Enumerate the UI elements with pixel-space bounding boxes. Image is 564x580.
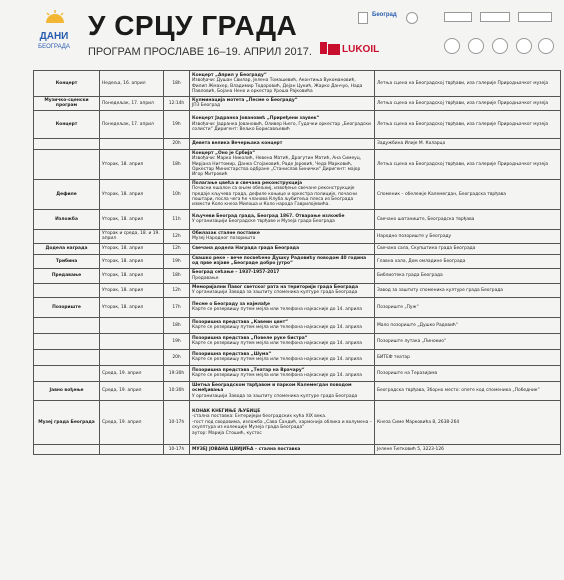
event-time: 10-17h [164,401,190,445]
event-detail: Карте се резервишу путем мејла или телефона најкасније до 14. априла [192,341,362,347]
event-time: 12h [164,229,190,243]
event-time: 12:14h [164,97,190,111]
table-row [34,179,561,209]
event-detail: У организацији Завода за заштиту споменика културе града Београда [192,290,358,296]
table-row [34,97,561,111]
page-title: У СРЦУ ГРАДА [88,10,298,41]
event-date: Недеља, 16. април [100,71,164,97]
table-row [34,229,561,243]
event-description [190,209,375,229]
event-date [100,138,164,149]
event-description [190,149,375,179]
event-time: 19:30h [164,365,190,381]
event-detail: Карте се резервишу путем мејла или телефона најкасније до 14. априла [192,373,362,379]
event-date [100,333,164,349]
event-date: Уторак, 18. април [100,149,164,179]
event-type: Додела награда [34,243,100,254]
event-description [190,243,375,254]
event-time: 19h [164,110,190,138]
event-type [34,283,100,297]
event-detail: Извођачи: Јадранка Јовановић, Оливер Њего, Гудачки оркестар „Београдски солисти“ Диригент: Вељко Борисављевић [192,121,371,133]
event-time: 18h [164,71,190,97]
event-detail: Почасни ешалон са оњем обељеиј, извођење свечане реконструкције предаје кључева града, дефиле коњице и оркестра полиције, почасни поштари, посла чега ће чланова Клуба љубитеља плеса из Београда извести Коло кнеза Милоша и Коло народа Гаврилојевића. [192,186,358,208]
event-location: Библиотека града Београда [375,268,561,283]
event-title: Београд сећање – 1937-1957-2017 [192,270,280,276]
event-description [190,97,375,111]
table-row [34,297,561,317]
event-location: Свечано шатаниште, Београдска тврђава [375,209,561,229]
event-title: Позоришна представа „Кавеин цвет“ [192,319,289,325]
event-description [190,297,375,317]
event-date: Уторак, 18. април [100,179,164,209]
event-title: Позоришна представа „Шума“ [192,351,272,357]
event-location: Свечана сала, Скупштина града Београда [375,243,561,254]
event-date: Уторак, 18. април [100,243,164,254]
table-row [34,333,561,349]
event-description [190,229,375,243]
event-title: Меморијални Павог светског рата на територији града Београда [192,284,359,290]
sponsor-logo-1 [358,12,368,24]
event-detail: Карте се резервишу путем мејла или телефона најкасније до 14. априла [192,307,362,313]
event-type: Музеј града Београда [34,401,100,445]
lukoil-mark-icon [328,44,340,55]
event-title: Позоришна представа „Театар на Врачару“ [192,367,305,373]
event-date: Понедељак, 17. април [100,110,164,138]
event-description [190,254,375,268]
event-detail: аутор: Маријa Стошић, кустос [192,430,262,436]
event-type [34,365,100,381]
event-type: Предавање [34,268,100,283]
event-type: Трибина [34,254,100,268]
event-time: 18h [164,268,190,283]
sponsor-logo-6 [320,42,327,54]
event-type: Музичко-сценски програм [34,97,100,111]
event-time: 18h [164,149,190,179]
event-description [190,283,375,297]
event-title: КОНАК КНЕГИЊЕ ЉУБИЦЕ [192,409,261,415]
event-location: Задужбина Илије М. Коларца [375,138,561,149]
event-type [34,149,100,179]
event-location: Завод за заштиту споменика културе града Београда [375,283,561,297]
event-detail: Извођачи: Марко Николић, Невена Матић, Драгутин Матић, Ана Симеуц, Мирјана Нигтомир, Данка Стојаковић, Раде Јоровић, Чеда Марковић, Оркестар Министарства одбране „Станислав Бинички“ Диригент: мајор Игор Митровић [192,156,362,178]
event-time: 17h [164,297,190,317]
event-detail: Предавање [192,275,219,281]
event-date: Среда, 19. април [100,365,164,381]
event-detail: -стална поставка: Ентеријери београдских кућа XIX века. [192,414,327,420]
event-title: Обилазак сталне поставке [192,230,260,236]
sponsor-logo-4 [480,12,510,22]
table-row [34,138,561,149]
event-title: Полагање цвећа и свечана реконструкција [192,180,303,186]
event-location: Мало позориште „Душко Радовић“ [375,317,561,333]
event-title: Кулминација мотета „Песме о Београду“ [192,98,298,103]
event-description [190,349,375,365]
event-location: Летња сцена на Београдској тврђави, иза галерије Природњачког музеја [375,110,561,138]
table-row [34,401,561,445]
event-description [190,333,375,349]
event-time: 19h [164,333,190,349]
dani-beograda-logo [34,8,74,60]
event-date: Уторак, 18. април [100,283,164,297]
event-date: Уторак, 18. април [100,254,164,268]
event-time: 10h [164,179,190,209]
event-description [190,401,375,445]
event-title: МУЗЕЈ ЈОВАНА ЦВИЈИЋА – стална поставка [192,446,301,452]
event-description [190,381,375,400]
event-type [34,317,100,333]
event-type: Изложба [34,209,100,229]
page-header [0,0,564,70]
program-table [33,70,561,455]
table-row [34,445,561,455]
event-detail: Извођачи: Душан Свилар, Јелена Томашевић, Аконтиња Вукомановић, Филип Жмахер, Владимир Тодоровић, Дејан Цукић, Жарко Данчуо, Нада Павловић, Бојана Нено и оркестар Уроша Рајковића [192,78,363,94]
event-location: Јелене Ћетковић 5, 3223-126 [375,445,561,455]
event-location: Летња сцена на Београдској тврђави, иза галерије Природњачког музеја [375,71,561,97]
sponsor-logo-2 [406,12,418,24]
event-description [190,138,375,149]
table-row [34,243,561,254]
event-location: Народно позориште у Београду [375,229,561,243]
table-row [34,110,561,138]
event-type [34,349,100,365]
event-location: Главна хала, Дом омладине Београда [375,254,561,268]
event-description [190,317,375,333]
logo-line-1: ДАНИ [39,31,69,42]
event-description [190,365,375,381]
event-description [190,268,375,283]
event-date: Среда, 19. април [100,401,164,445]
page-subtitle: ПРОГРАМ ПРОСЛАВЕ 16–19. АПРИЛ 2017. [88,46,312,58]
event-detail: Карте се резервишу путем мејла или телефона најкасније до 14. априла [192,325,362,331]
event-title: Позоришна представа „Повеле руке бистра“ [192,335,308,341]
event-detail: Карте се резервишу путем мејла или телефона најкасније до 14. априла [192,357,362,363]
event-time: 20h [164,349,190,365]
event-title: Концерт „Оно је Србија“ [192,150,256,156]
event-description [190,445,375,455]
event-detail: Музеј Народног позоришта [192,236,256,242]
event-title: Кључеви Београд града, Београд 1867. Отварање изложбе [192,213,345,219]
event-date [100,317,164,333]
event-location: Позориште „Пуж“ [375,297,561,317]
sponsor-logo-7 [444,38,460,54]
sun-icon [44,10,66,24]
event-time: 12h [164,283,190,297]
event-date: Понедељак, 17. април [100,97,164,111]
event-type [34,138,100,149]
sponsor-logos [318,8,558,62]
table-row [34,283,561,297]
event-detail: ЈПЗ Београд [192,103,221,109]
sponsor-lukoil: LUKOIL [342,44,380,55]
event-title: Шетња Београдском тврђавом и парком Калемегдан поводом осмеђивања [192,382,352,394]
event-location: Београдска тврђава, Зборно место: опете код споменика „Победник“ [375,381,561,400]
sponsor-beograd: Београд [372,12,397,18]
event-time: 10-17h [164,445,190,455]
event-time: 11h [164,209,190,229]
event-location: БИТЕФ театар [375,349,561,365]
event-location: Споменик – обележје Калемегдан, Београдска тврђава [375,179,561,209]
event-detail: У организацији Београдске тврђаве и Музеја града Београда [192,219,335,225]
table-row [34,209,561,229]
event-type: Позориште [34,297,100,317]
event-title: Песме о Београду за најмлађе [192,301,270,307]
event-date [100,349,164,365]
event-description [190,110,375,138]
event-time: 20h [164,138,190,149]
sponsor-logo-11 [538,38,554,54]
logo-line-2: БЕОГРАДА [38,44,70,50]
event-title: Свечана додела Награда града Београда [192,246,300,252]
event-time: 19h [164,254,190,268]
table-row [34,71,561,97]
table-row [34,317,561,333]
table-row [34,349,561,365]
event-time: 12h [164,243,190,254]
sponsor-logo-3 [444,12,472,22]
sponsor-logo-5 [518,12,552,22]
event-detail: -гост под сводовима, изложба „Сава Сандић, хармонија облика и волумена – скулптура из колекције Музеја града Београда“ [192,419,372,431]
event-date: Уторак, 18. април [100,268,164,283]
event-date: Уторак, 18. април [100,297,164,317]
event-title: Девета велика Вечерњака концерт [192,141,283,147]
table-row [34,268,561,283]
event-type [34,445,100,455]
event-time: 10:30h [164,381,190,400]
table-row [34,254,561,268]
table-row [34,149,561,179]
event-description [190,179,375,209]
event-title: Концерт Јадранка Јовановић „Приређени заувек“ [192,116,320,122]
sponsor-logo-10 [516,38,532,54]
table-row [34,381,561,400]
event-location: Летња сцена на Београдској тврђави, иза галерије Природњачког музеја [375,149,561,179]
event-type: Јавно вођење [34,381,100,400]
event-type: Дефиле [34,179,100,209]
sponsor-logo-8 [468,38,484,54]
event-type: Концерт [34,110,100,138]
event-location: Позориште на Теразијама [375,365,561,381]
event-type: Концерт [34,71,100,97]
event-title: Свашко реке – вече посвећено Душку Радовићу поводом 40 година од прве изјаве „Београде добро јутро“ [192,255,367,267]
event-description [190,71,375,97]
event-location: Летња сцена на Београдској тврђави, иза галерије Природњачког музеја [375,97,561,111]
event-title: Концерт „Април у Београду“ [192,72,267,78]
event-time: 18h [164,317,190,333]
event-date: Уторак и среда, 18. и 19. април [100,229,164,243]
table-row [34,365,561,381]
sponsor-logo-9 [492,38,508,54]
event-type [34,229,100,243]
event-date [100,445,164,455]
event-type [34,333,100,349]
event-location: Позориште лутака „Пинокио“ [375,333,561,349]
event-detail: У организацији Завода за заштиту споменика културе града Београда [192,393,358,399]
event-date: Среда, 19. април [100,381,164,400]
event-date: Уторак, 18. април [100,209,164,229]
event-location: Кнеза Симе Марковића 8, 2638-264 [375,401,561,445]
